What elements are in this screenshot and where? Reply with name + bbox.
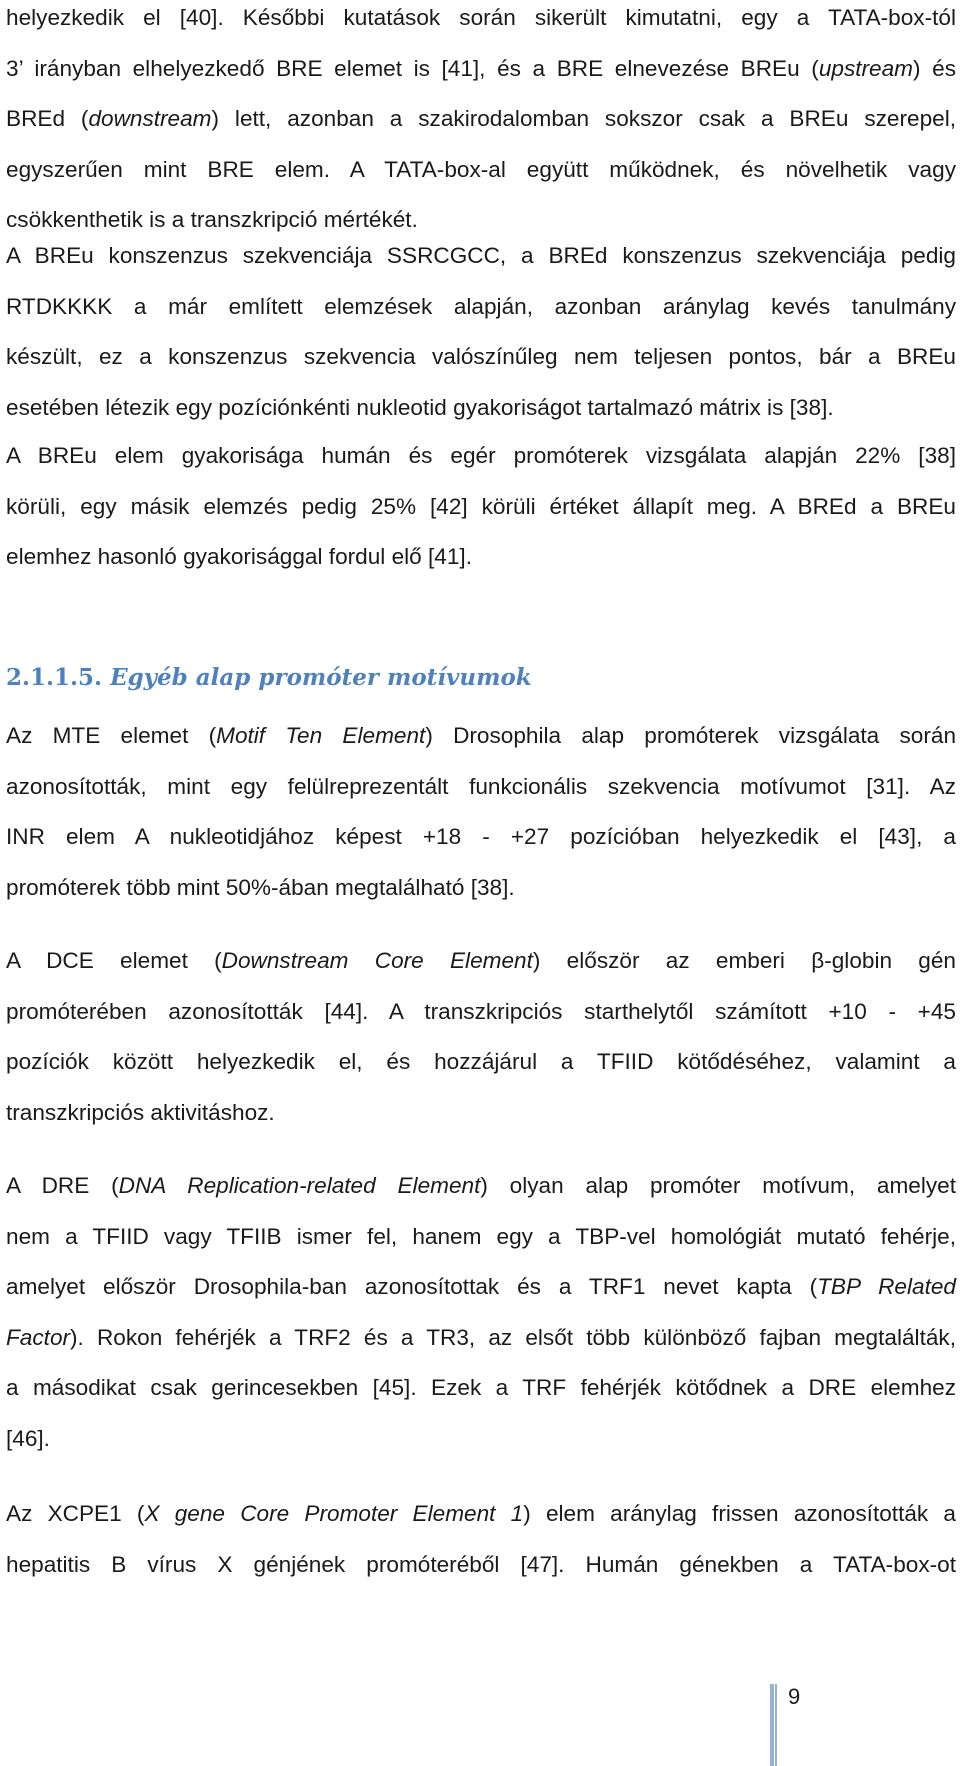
text-line: A DCE elemet (Downstream Core Element) először az emberi β-globin gén	[6, 948, 956, 973]
paragraph-1	[6, 0, 956, 246]
text-line: [46].	[6, 1425, 50, 1451]
text-line: készült, ez a konszenzus szekvencia valószínűleg nem teljesen pontos, bár a BREu	[6, 344, 956, 369]
section-title: Egyéb alap promóter motívumok	[110, 664, 532, 691]
text-line: amelyet először Drosophila-ban azonosítottak és a TRF1 nevet kapta (TBP Related	[6, 1274, 956, 1299]
text-line: a másodikat csak gerincesekben [45]. Ezek a TRF fehérjék kötődnek a DRE elemhez	[6, 1375, 956, 1400]
text-line: csökkenthetik is a transzkripció mértékét.	[6, 207, 418, 232]
paragraph-5	[6, 936, 956, 1138]
text-line: A DRE (DNA Replication-related Element) olyan alap promóter motívum, amelyet	[6, 1173, 956, 1198]
text-line: elemhez hasonló gyakorisággal fordul elő [41].	[6, 544, 472, 569]
paragraph-2	[6, 231, 956, 433]
text-line: nem a TFIID vagy TFIIB ismer fel, hanem egy a TBP-vel homológiát mutató fehérje,	[6, 1223, 956, 1249]
text-line: A BREu elem gyakorisága humán és egér promóterek vizsgálata alapján 22% [38]	[6, 443, 956, 468]
text-line: promóterében azonosították [44]. A transzkripciós starthelytől számított +10 - +45	[6, 998, 956, 1024]
paragraph-4	[6, 711, 956, 913]
text-line: INR elem A nukleotidjához képest +18 - +27 pozícióban helyezkedik el [43], a	[6, 824, 956, 849]
text-line: Factor). Rokon fehérjék a TRF2 és a TR3, az elsőt több különböző fajban megtalálták,	[6, 1324, 956, 1350]
text-line: azonosították, mint egy felülreprezentált funkcionális szekvencia motívumot [31]. Az	[6, 773, 956, 799]
text-line: 3’ irányban elhelyezkedő BRE elemet is [41], és a BRE elnevezése BREu (upstream) és	[6, 55, 956, 81]
text-line: helyezkedik el [40]. Későbbi kutatások során sikerült kimutatni, egy a TATA-box-tól	[6, 5, 956, 30]
text-line: promóterek több mint 50%-ában megtalálható [38].	[6, 874, 515, 900]
text-line: BREd (downstream) lett, azonban a szakirodalomban sokszor csak a BREu szerepel,	[6, 106, 956, 131]
footer-rule	[770, 1684, 774, 1766]
footer-rule	[775, 1684, 777, 1766]
text-line: Az MTE elemet (Motif Ten Element) Drosophila alap promóterek vizsgálata során	[6, 723, 957, 748]
paragraph-6	[6, 1161, 956, 1464]
text-line: esetében létezik egy pozíciónkénti nukleotid gyakoriságot tartalmazó mátrix is [38].	[6, 394, 834, 420]
text-line: hepatitis B vírus X génjének promóteréből [47]. Humán génekben a TATA-box-ot	[6, 1551, 956, 1577]
text-line: pozíciók között helyezkedik el, és hozzájárul a TFIID kötődéséhez, valamint a	[6, 1049, 956, 1074]
page-number: 9	[788, 1684, 801, 1709]
paragraph-7	[6, 1489, 956, 1590]
text-line: A BREu konszenzus szekvenciája SSRCGCC, a BREd konszenzus szekvenciája pedig	[6, 243, 956, 268]
text-line: körüli, egy másik elemzés pedig 25% [42] körüli értéket állapít meg. A BREd a BREu	[6, 493, 956, 519]
text-line: RTDKKKK a már említett elemzések alapján, azonban aránylag kevés tanulmány	[6, 293, 956, 319]
section-number: 2.1.1.5.	[6, 664, 103, 691]
text-line: Az XCPE1 (X gene Core Promoter Element 1) elem aránylag frissen azonosították a	[6, 1501, 956, 1526]
section-heading	[6, 664, 532, 691]
text-line: egyszerűen mint BRE elem. A TATA-box-al együtt működnek, és növelhetik vagy	[6, 156, 956, 182]
paragraph-3	[6, 431, 956, 583]
text-line: transzkripciós aktivitáshoz.	[6, 1099, 275, 1125]
